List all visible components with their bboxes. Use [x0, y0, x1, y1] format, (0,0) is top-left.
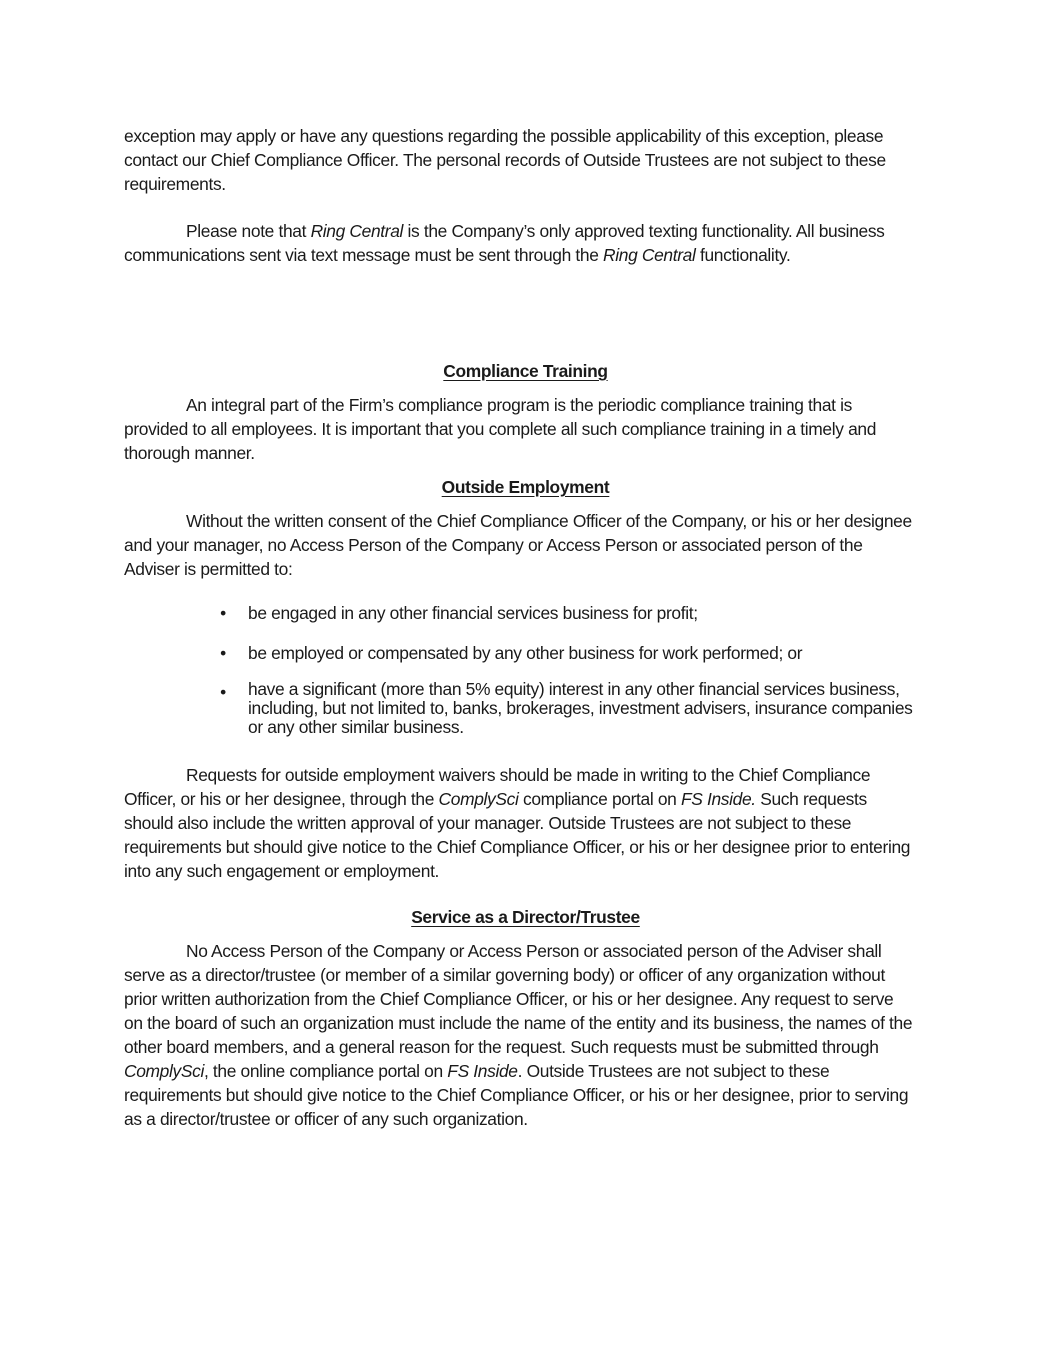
text-line: including, but not limited to, banks, brokerages, investment advisers, insurance companies — [248, 698, 913, 718]
text-line: and your manager, no Access Person of the Company or Access Person or associated person of the — [124, 535, 863, 555]
text-run: is the Company’s only approved texting functionality. All business — [403, 221, 885, 241]
italic-run: ComplySci — [124, 1061, 204, 1081]
italic-run: FS Inside — [447, 1061, 518, 1081]
text-line: Adviser is permitted to: — [124, 559, 293, 579]
italic-run: Ring Central — [310, 221, 404, 241]
text-line: on the board of such an organization must include the name of the entity and its business, the names of the — [124, 1013, 913, 1033]
bullet-icon: • — [220, 643, 226, 663]
paragraph-outside-employment-requests — [124, 763, 934, 883]
text-line: or any other similar business. — [248, 717, 464, 737]
text-line: requirements but should give notice to the Chief Compliance Officer, or his or her designee prior to entering — [124, 837, 911, 857]
text-line: thorough manner. — [124, 443, 255, 463]
text-line: be employed or compensated by any other business for work performed; or — [248, 643, 803, 663]
list-item — [216, 641, 936, 665]
text-line: serve as a director/trustee (or member of a similar governing body) or officer of any organization without — [124, 965, 885, 985]
text-line: No Access Person of the Company or Access Person or associated person of the Adviser shall — [186, 941, 882, 961]
text-line — [124, 243, 934, 267]
text-line: prior written authorization from the Chief Compliance Officer, or his or her designee. Any request to serve — [124, 989, 894, 1009]
text-run: Such requests — [755, 789, 867, 809]
text-line: other board members, and a general reason for the request. Such requests must be submitted through — [124, 1037, 879, 1057]
italic-run: ComplySci — [438, 789, 519, 809]
list-item — [216, 680, 936, 740]
text-line: be engaged in any other financial services business for profit; — [248, 603, 698, 623]
heading-service-director: Service as a Director/Trustee — [411, 907, 640, 927]
text-line: as a director/trustee or officer of any such organization. — [124, 1109, 528, 1129]
text-line: An integral part of the Firm’s compliance program is the periodic compliance training that is — [186, 395, 852, 415]
text-line: Without the written consent of the Chief Compliance Officer of the Company, or his or her designee — [186, 511, 912, 531]
text-line — [124, 219, 934, 243]
text-line — [124, 787, 934, 811]
text-line: provided to all employees. It is important that you complete all such compliance training in a timely and — [124, 419, 877, 439]
text-run: Officer, or his or her designee, through the — [124, 789, 439, 809]
paragraph-compliance-training — [124, 393, 934, 465]
text-run: functionality. — [695, 245, 791, 265]
text-line: contact our Chief Compliance Officer. The personal records of Outside Trustees are not subject to these — [124, 150, 886, 170]
italic-run: FS Inside. — [680, 789, 756, 809]
text-line: into any such engagement or employment. — [124, 861, 440, 881]
heading-compliance-training: Compliance Training — [443, 361, 608, 381]
text-line: have a significant (more than 5% equity) interest in any other financial services business, — [248, 679, 900, 699]
list-item-text — [248, 601, 698, 625]
paragraph-outside-employment-intro — [124, 509, 934, 581]
text-line: requirements but should give notice to the Chief Compliance Officer, or his or her designee, prior to serving — [124, 1085, 909, 1105]
text-run: . Outside Trustees are not subject to these — [517, 1061, 830, 1081]
paragraph-service-director — [124, 939, 934, 1131]
paragraph-exception — [124, 124, 934, 196]
list-item-text — [248, 641, 802, 665]
text-line — [124, 1059, 934, 1083]
list-item — [216, 601, 936, 625]
list-item-text — [248, 680, 913, 737]
italic-run: Ring Central — [603, 245, 696, 265]
text-run: compliance portal on — [518, 789, 681, 809]
paragraph-ring-central — [124, 219, 934, 267]
text-line: should also include the written approval of your manager. Outside Trustees are not subject to these — [124, 813, 852, 833]
bullet-icon: • — [220, 603, 226, 623]
heading-outside-employment: Outside Employment — [441, 477, 610, 497]
bullet-icon: • — [220, 682, 226, 702]
text-line: requirements. — [124, 174, 226, 194]
text-line: exception may apply or have any questions regarding the possible applicability of this exception, please — [124, 126, 884, 146]
text-run: communications sent via text message must be sent through the — [124, 245, 604, 265]
text-run: , the online compliance portal on — [203, 1061, 448, 1081]
text-run: Please note that — [186, 221, 311, 241]
text-line: Requests for outside employment waivers should be made in writing to the Chief Compliance — [186, 765, 871, 785]
